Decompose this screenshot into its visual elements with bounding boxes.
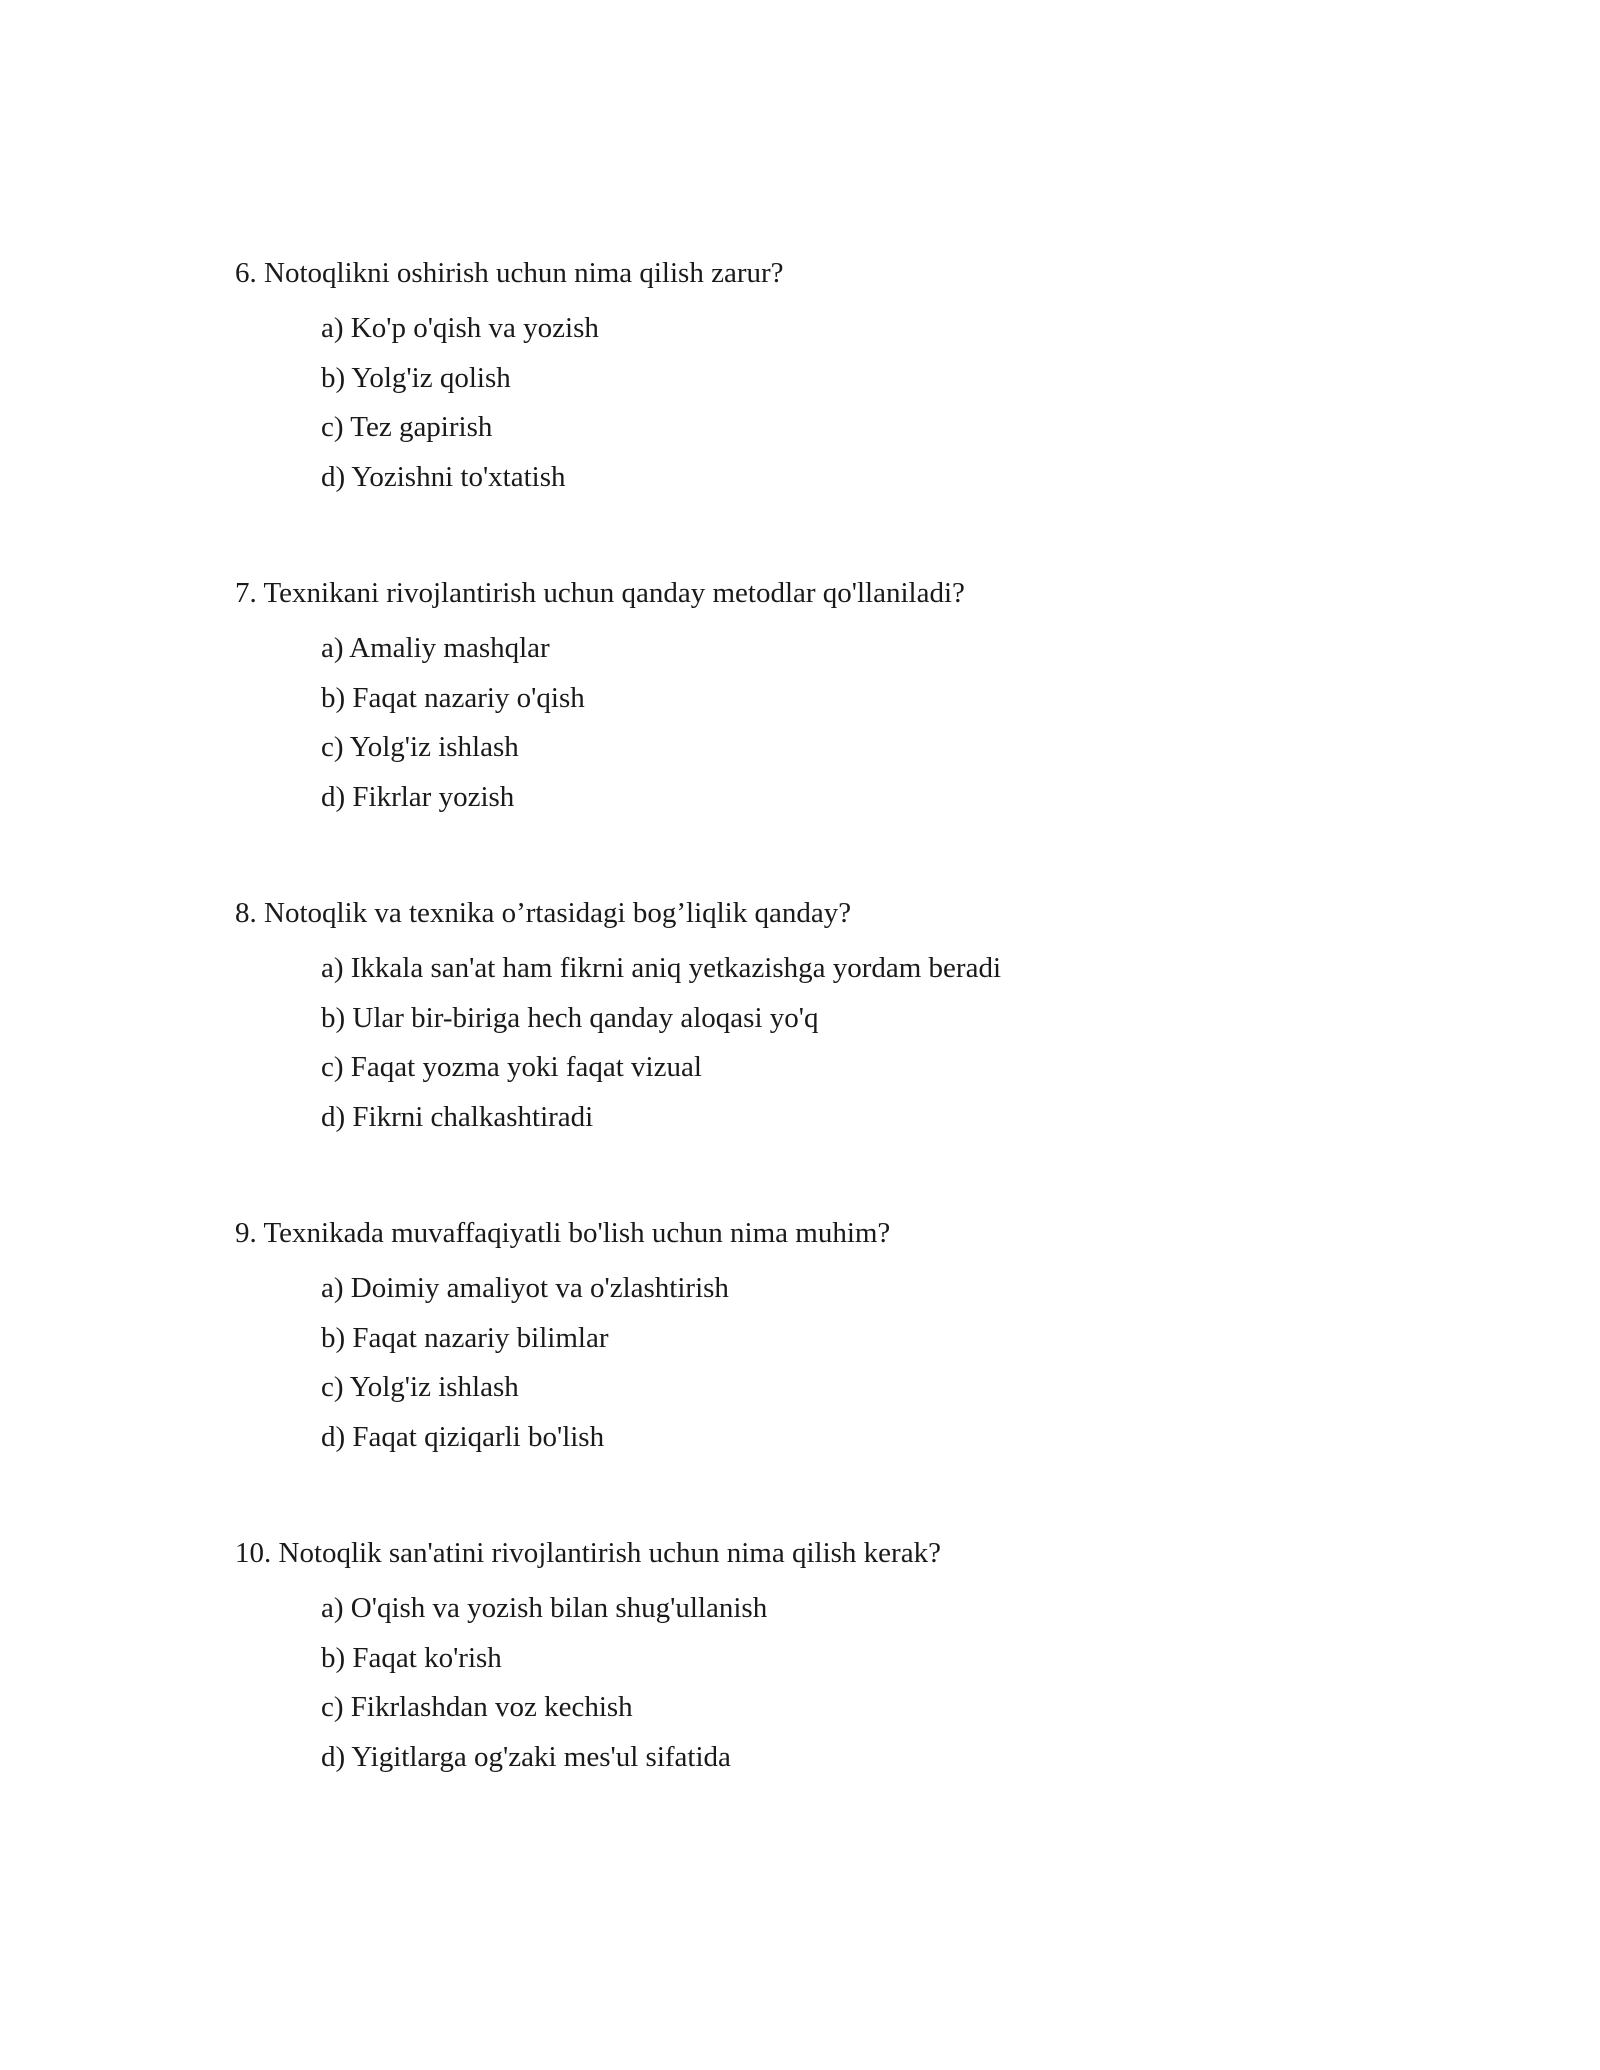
question-8 — [235, 894, 1435, 1147]
option-d: d) Yozishni to'xtatish — [321, 460, 566, 493]
option-c: c) Fikrlashdan voz kechish — [321, 1691, 633, 1723]
option-b: b) Ular bir-biriga hech qanday aloqasi yo'q — [321, 1001, 819, 1034]
option-list — [235, 629, 1435, 827]
question-text: 10. Notoqlik san'atini rivojlantirish uchun nima qilish kerak? — [235, 1537, 941, 1569]
option-d: d) Fikrlar yozish — [321, 780, 515, 813]
option-d: d) Fikrni chalkashtiradi — [321, 1100, 594, 1133]
option-a: a) O'qish va yozish bilan shug'ullanish — [321, 1592, 768, 1624]
option-a: a) Amaliy mashqlar — [321, 632, 550, 664]
option-d: d) Faqat qiziqarli bo'lish — [321, 1420, 605, 1453]
option-a: a) Ko'p o'qish va yozish — [321, 312, 599, 344]
option-b: b) Faqat ko'rish — [321, 1641, 502, 1674]
option-c: c) Yolg'iz ishlash — [321, 1371, 519, 1403]
option-a: a) Doimiy amaliyot va o'zlashtirish — [321, 1272, 729, 1304]
question-text: 9. Texnikada muvaffaqiyatli bo'lish uchun nima muhim? — [235, 1217, 891, 1249]
question-text: 8. Notoqlik va texnika o’rtasidagi bog’liqlik qanday? — [235, 897, 852, 929]
option-b: b) Faqat nazariy bilimlar — [321, 1321, 609, 1354]
option-d: d) Yigitlarga og'zaki mes'ul sifatida — [321, 1740, 731, 1773]
option-list — [235, 309, 1435, 507]
option-a: a) Ikkala san'at ham fikrni aniq yetkazishga yordam beradi — [321, 952, 1002, 984]
option-c: c) Yolg'iz ishlash — [321, 731, 519, 763]
question-6 — [235, 254, 1435, 507]
option-list — [235, 949, 1435, 1147]
option-list — [235, 1269, 1435, 1467]
question-text: 7. Texnikani rivojlantirish uchun qanday metodlar qo'llaniladi? — [235, 577, 965, 609]
option-c: c) Faqat yozma yoki faqat vizual — [321, 1051, 702, 1083]
question-text: 6. Notoqlikni oshirish uchun nima qilish zarur? — [235, 257, 784, 289]
question-list — [235, 254, 1435, 1854]
option-list — [235, 1589, 1435, 1787]
question-7 — [235, 574, 1435, 827]
option-b: b) Faqat nazariy o'qish — [321, 681, 585, 714]
option-c: c) Tez gapirish — [321, 411, 493, 443]
question-9 — [235, 1214, 1435, 1467]
option-b: b) Yolg'iz qolish — [321, 361, 511, 394]
question-10 — [235, 1534, 1435, 1787]
